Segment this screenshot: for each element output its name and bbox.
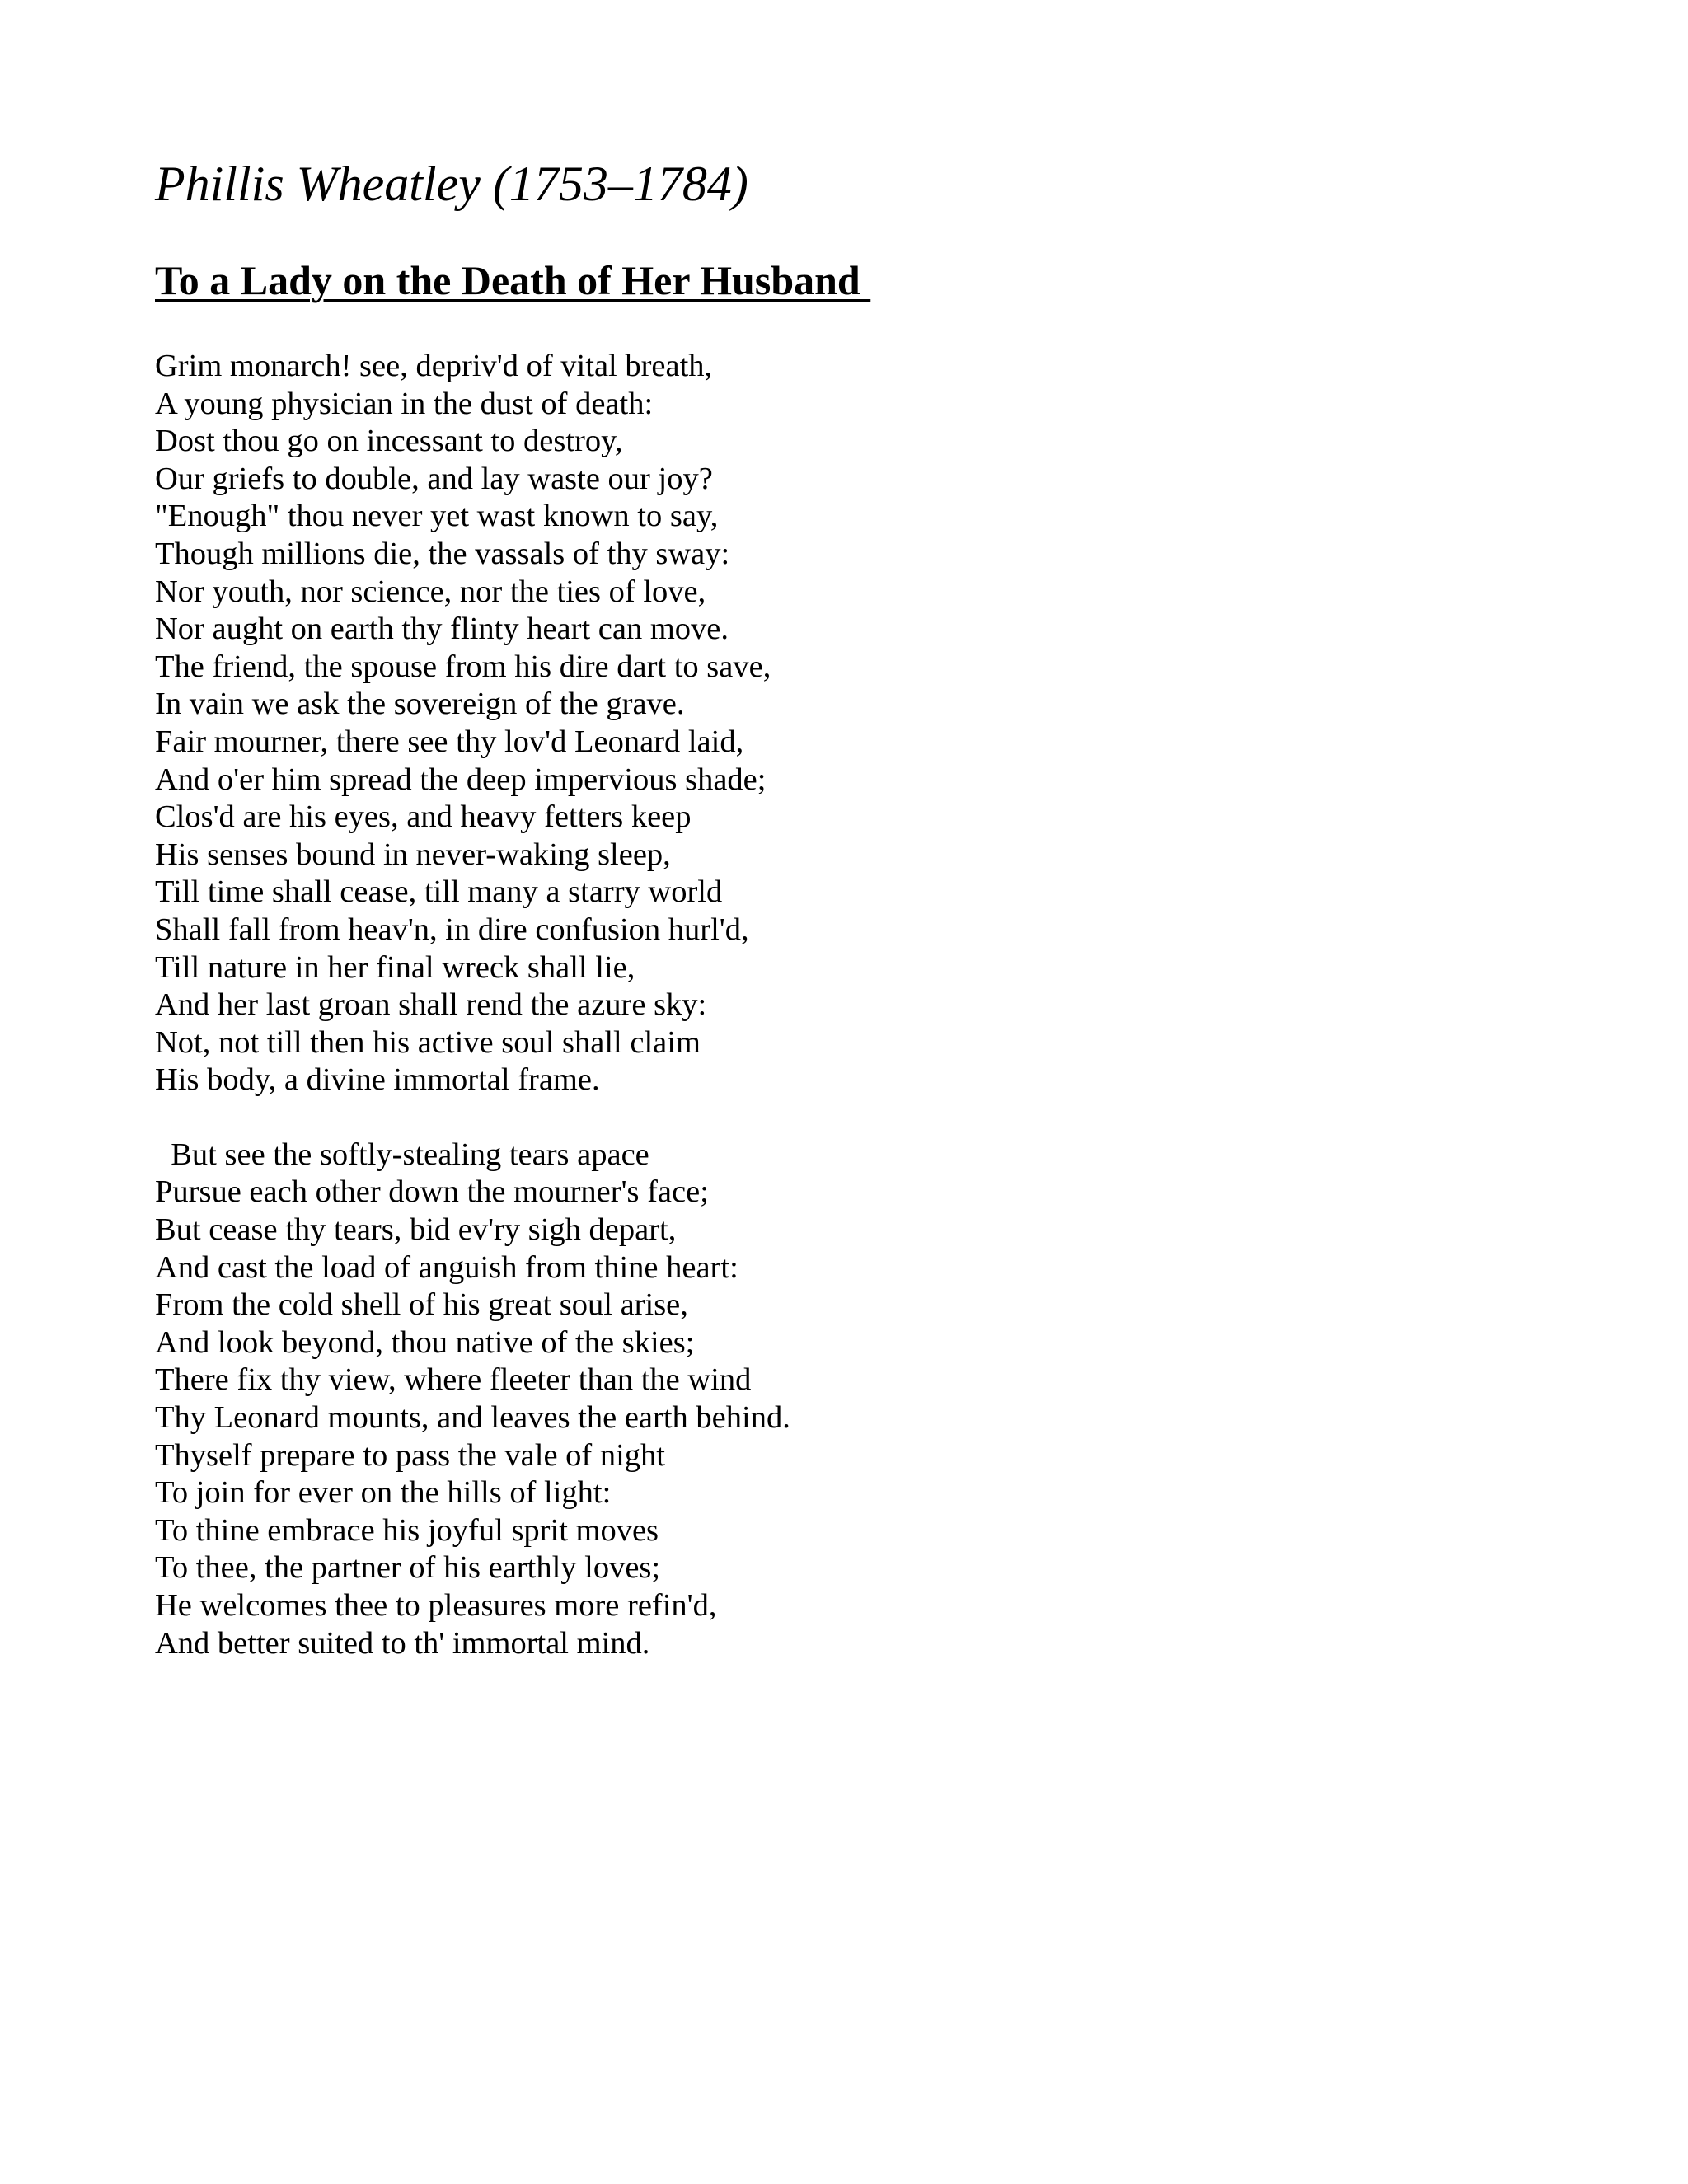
poem-line: To thine embrace his joyful sprit moves bbox=[155, 1512, 659, 1548]
poem-line: His senses bound in never-waking sleep, bbox=[155, 837, 671, 872]
author-heading: Phillis Wheatley (1753–1784) bbox=[155, 157, 748, 211]
poem-title: To a Lady on the Death of Her Husband bbox=[155, 257, 871, 303]
poem-line: There fix thy view, where fleeter than the wind bbox=[155, 1362, 752, 1398]
poem-line: He welcomes thee to pleasures more refin'd, bbox=[155, 1588, 717, 1623]
poem-line: To join for ever on the hills of light: bbox=[155, 1475, 612, 1511]
poem-line: Till time shall cease, till many a starry world bbox=[155, 874, 723, 910]
poem-line: Thyself prepare to pass the vale of night bbox=[155, 1437, 666, 1473]
poem-line: But see the softly-stealing tears apace bbox=[155, 1137, 649, 1172]
poem-line: To thee, the partner of his earthly loves; bbox=[155, 1550, 661, 1586]
poem-line: Fair mourner, there see thy lov'd Leonard laid, bbox=[155, 724, 744, 759]
poem-line: And her last groan shall rend the azure sky: bbox=[155, 987, 707, 1023]
poem-line: Dost thou go on incessant to destroy, bbox=[155, 424, 623, 459]
stanza-1 bbox=[155, 348, 1556, 1099]
poem-line: Nor youth, nor science, nor the ties of love, bbox=[155, 574, 706, 609]
poem-line: And o'er him spread the deep impervious shade; bbox=[155, 762, 767, 797]
poem-line: Though millions die, the vassals of thy sway: bbox=[155, 536, 730, 571]
document-page bbox=[155, 155, 1556, 1662]
poem-line: A young physician in the dust of death: bbox=[155, 386, 654, 421]
poem-line: And look beyond, thou native of the skies; bbox=[155, 1324, 695, 1360]
poem-line: Thy Leonard mounts, and leaves the earth behind. bbox=[155, 1400, 790, 1436]
poem-line: Shall fall from heav'n, in dire confusion hurl'd, bbox=[155, 912, 749, 947]
poem-line: The friend, the spouse from his dire dart to save, bbox=[155, 649, 771, 684]
poem-line: Not, not till then his active soul shall claim bbox=[155, 1024, 701, 1060]
poem-line: Grim monarch! see, depriv'd of vital breath, bbox=[155, 349, 713, 383]
poem-line: "Enough" thou never yet wast known to say, bbox=[155, 499, 719, 534]
poem-line: His body, a divine immortal frame. bbox=[155, 1062, 600, 1098]
poem-line: In vain we ask the sovereign of the grave. bbox=[155, 687, 685, 722]
poem-line: From the cold shell of his great soul arise, bbox=[155, 1287, 688, 1323]
poem-line: But cease thy tears, bid ev'ry sigh depart, bbox=[155, 1212, 677, 1248]
poem-line: Pursue each other down the mourner's face; bbox=[155, 1174, 709, 1210]
poem-line: And cast the load of anguish from thine heart: bbox=[155, 1249, 738, 1285]
poem-line: Clos'd are his eyes, and heavy fetters keep bbox=[155, 799, 692, 835]
poem-line: And better suited to th' immortal mind. bbox=[155, 1625, 650, 1661]
stanza-2 bbox=[155, 1137, 1556, 1662]
poem-line: Nor aught on earth thy flinty heart can move. bbox=[155, 612, 729, 647]
poem-line: Till nature in her final wreck shall lie, bbox=[155, 949, 635, 985]
poem-line: Our griefs to double, and lay waste our joy? bbox=[155, 461, 713, 496]
